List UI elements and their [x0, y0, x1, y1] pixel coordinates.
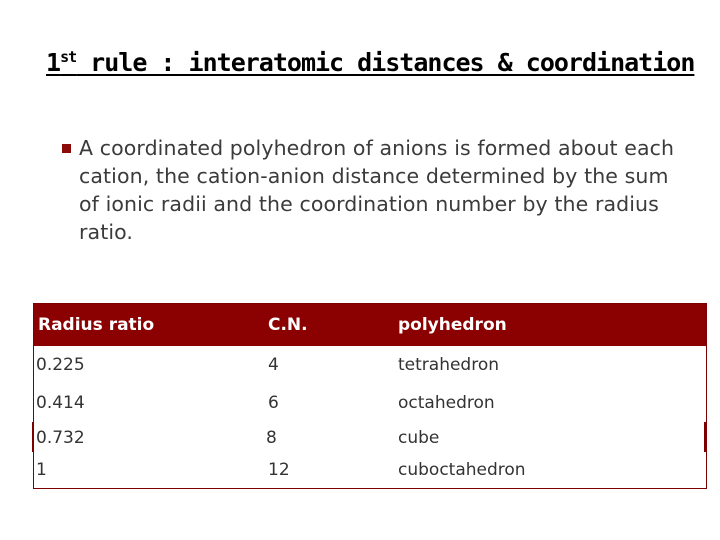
title-number: 1	[46, 48, 61, 77]
title-superscript: st	[60, 48, 77, 66]
cell-polyhedron: octahedron	[398, 393, 495, 413]
cell-ratio: 0.732	[36, 428, 85, 448]
cell-ratio: 1	[36, 460, 47, 480]
table-border-accent-right	[704, 422, 706, 452]
table-header-row	[34, 304, 706, 346]
cell-cn: 6	[268, 393, 279, 413]
bullet-item	[62, 134, 692, 246]
cell-ratio: 0.414	[36, 393, 85, 413]
cell-cn: 8	[266, 428, 277, 448]
slide-title	[46, 48, 694, 77]
cell-polyhedron: cuboctahedron	[398, 460, 526, 480]
title-text: rule : interatomic distances & coordination	[76, 48, 695, 77]
cell-polyhedron: tetrahedron	[398, 355, 500, 375]
header-cn: C.N.	[268, 315, 308, 335]
cell-cn: 12	[268, 460, 290, 480]
cell-cn: 4	[268, 355, 279, 375]
header-radius-ratio: Radius ratio	[38, 315, 155, 335]
bullet-text: A coordinated polyhedron of anions is formed about each cation, the cation-anion distance determined by the sum of ionic radii and the coordination number by the radius ratio.	[79, 136, 675, 244]
cell-ratio: 0.225	[36, 355, 85, 375]
square-bullet-icon	[62, 144, 71, 153]
radius-ratio-table	[33, 303, 707, 489]
header-polyhedron: polyhedron	[398, 315, 507, 335]
table-border-accent-left	[32, 422, 34, 452]
cell-polyhedron: cube	[398, 428, 440, 448]
